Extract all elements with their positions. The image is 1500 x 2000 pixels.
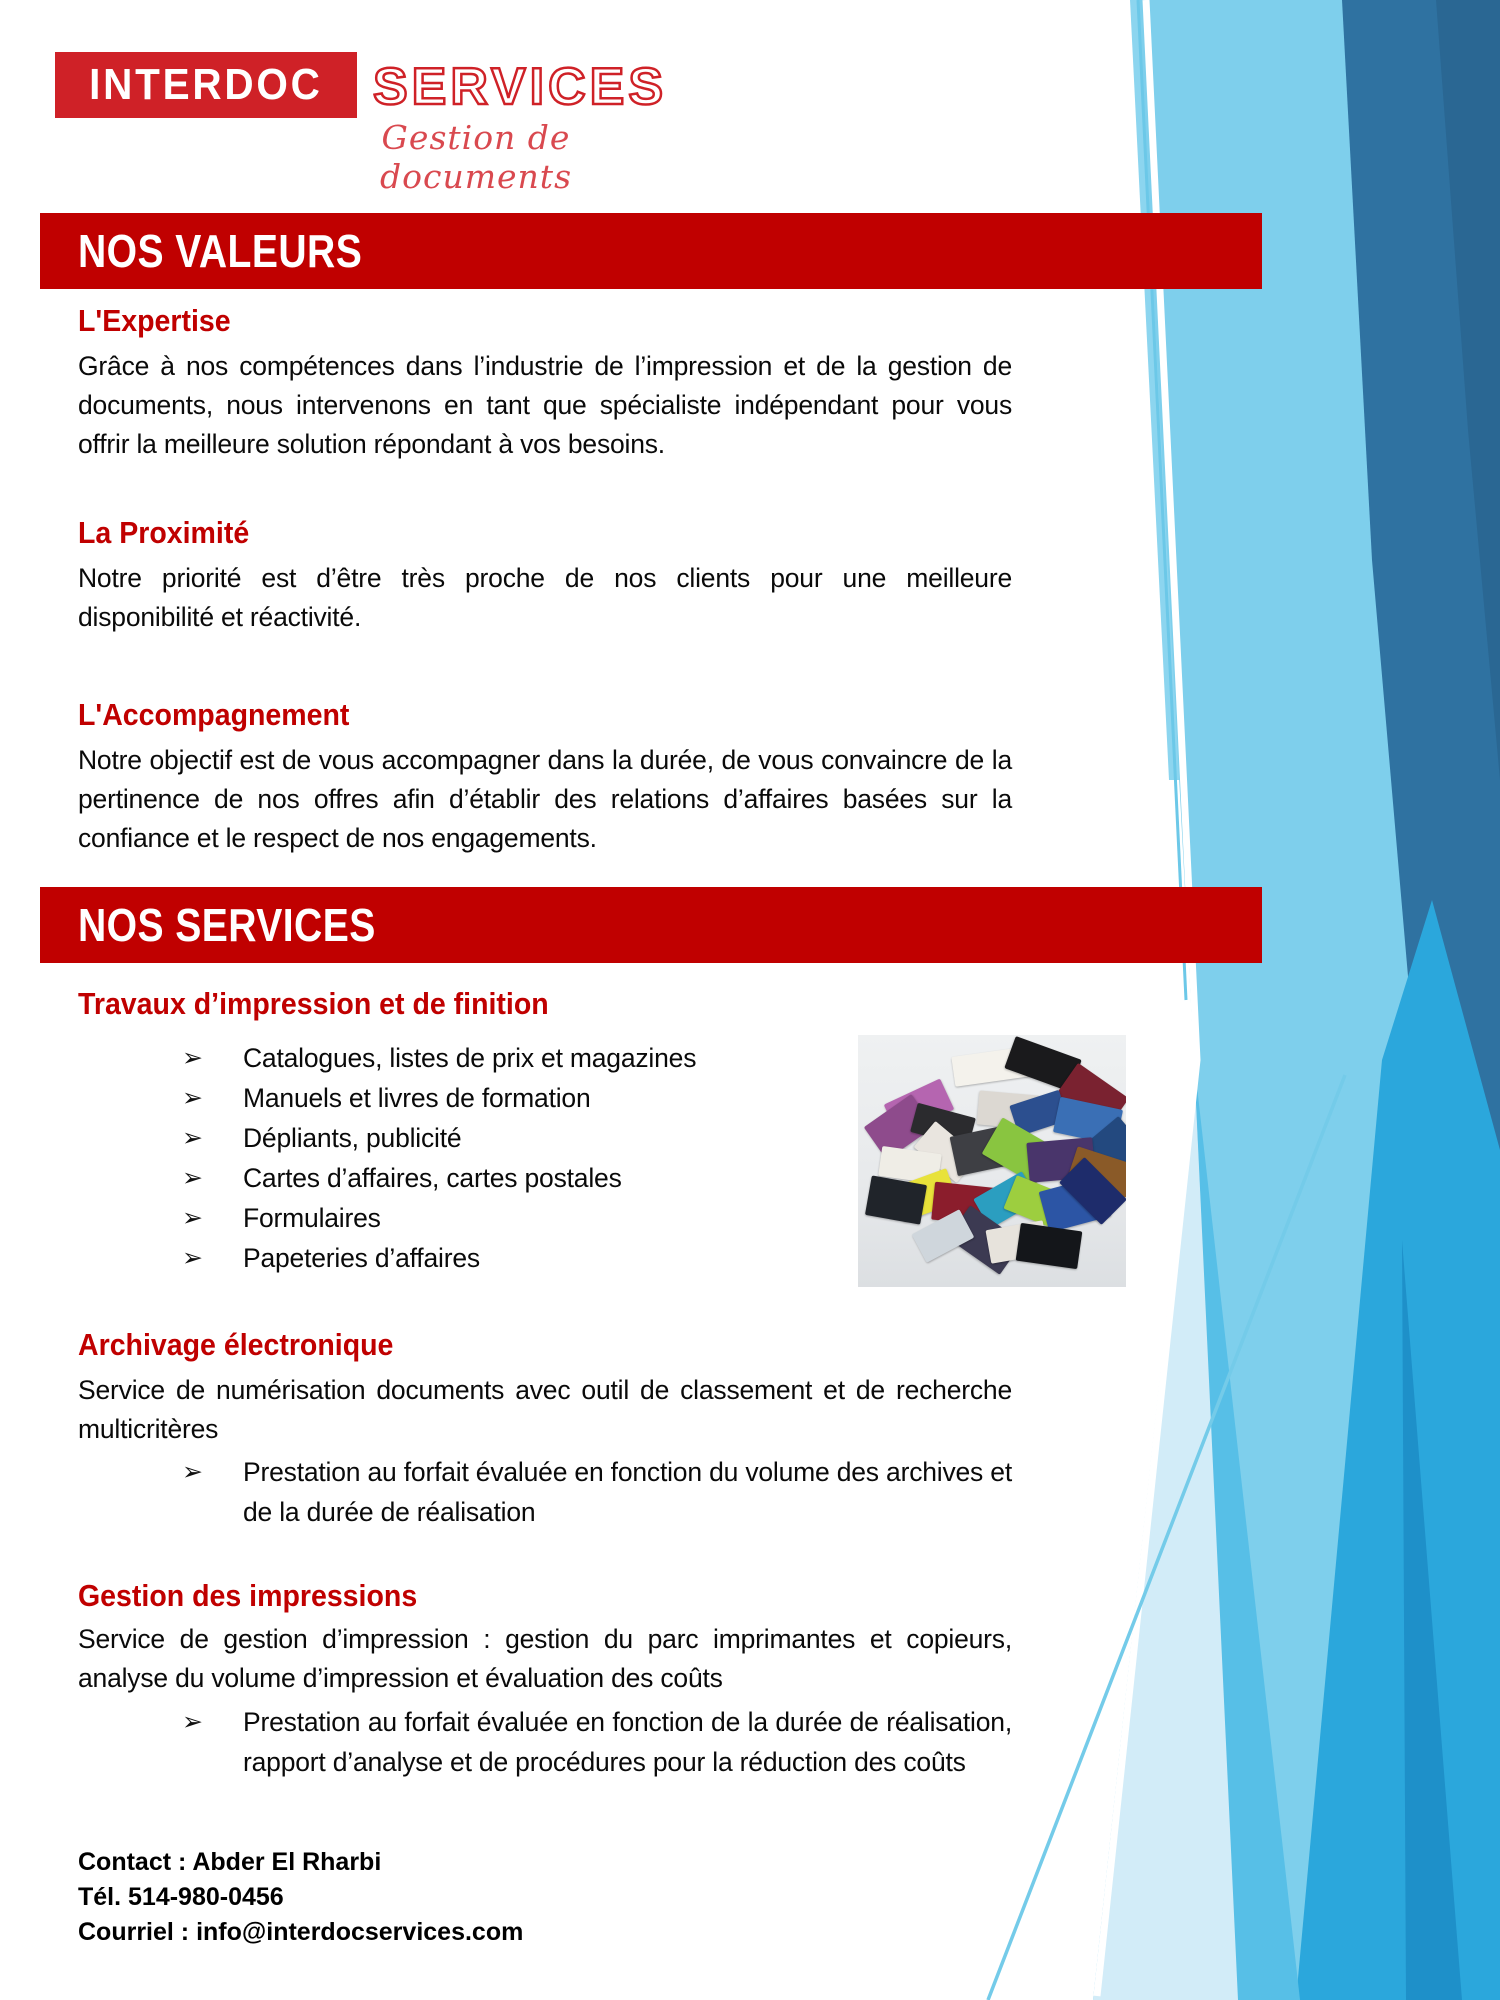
list-archivage bbox=[78, 1452, 1012, 1532]
logo-interdoc-box bbox=[55, 52, 357, 118]
logo bbox=[55, 52, 667, 118]
logo-interdoc-text: INTERDOC bbox=[89, 60, 323, 109]
contact-block bbox=[78, 1845, 778, 1950]
paragraph-expertise: Grâce à nos compétences dans l’industrie de l’impression et de la gestion de documents, nous intervenons en tant que spécialiste indépendant pour vous offrir la meilleure solution répondant à vos besoins. bbox=[78, 351, 1012, 459]
business-card bbox=[1016, 1223, 1083, 1269]
contact-phone: Tél. 514-980-0456 bbox=[78, 1883, 284, 1911]
list-gestion bbox=[78, 1702, 1012, 1782]
list-travaux-impression bbox=[78, 1038, 858, 1278]
business-card bbox=[865, 1175, 927, 1224]
list-item: ➢ Papeteries d’affaires bbox=[78, 1238, 858, 1278]
contact-email: Courriel : info@interdocservices.com bbox=[78, 1918, 524, 1946]
heading-travaux-impression: Travaux d’impression et de finition bbox=[78, 986, 549, 1021]
list-item: ➢ Formulaires bbox=[78, 1198, 858, 1238]
list-item: ➢ Cartes d’affaires, cartes postales bbox=[78, 1158, 858, 1198]
arrow-bullet-icon: ➢ bbox=[182, 1707, 203, 1736]
heading-gestion-impressions: Gestion des impressions bbox=[78, 1578, 418, 1613]
paragraph-accompagnement: Notre objectif est de vous accompagner dans la durée, de vous convaincre de la pertinence de nos offres afin d’établir des relations d’affaires basées sur la confiance et le respect de nos engagements. bbox=[78, 745, 1012, 853]
business-cards-photo bbox=[858, 1035, 1126, 1287]
arrow-bullet-icon: ➢ bbox=[182, 1043, 203, 1072]
logo-tagline: Gestion de documents bbox=[380, 118, 572, 196]
banner-nos-services-label: NOS SERVICES bbox=[78, 899, 376, 951]
arrow-bullet-icon: ➢ bbox=[182, 1163, 203, 1192]
arrow-bullet-icon: ➢ bbox=[182, 1457, 203, 1486]
logo-services-text: SERVICES bbox=[373, 58, 668, 116]
list-item: ➢ Prestation au forfait évaluée en fonction de la durée de réalisation, rapport d’analyse et de procédures pour la réduction des coûts bbox=[78, 1702, 1012, 1782]
paragraph-archivage: Service de numérisation documents avec outil de classement et de recherche multicritères bbox=[78, 1375, 1012, 1444]
list-item: ➢ Prestation au forfait évaluée en fonction du volume des archives et de la durée de réalisation bbox=[78, 1452, 1012, 1532]
heading-accompagnement: L'Accompagnement bbox=[78, 697, 350, 732]
heading-archivage: Archivage électronique bbox=[78, 1327, 394, 1362]
arrow-bullet-icon: ➢ bbox=[182, 1243, 203, 1272]
heading-expertise: L'Expertise bbox=[78, 303, 231, 338]
list-item: ➢ Manuels et livres de formation bbox=[78, 1078, 858, 1118]
paragraph-proximite: Notre priorité est d’être très proche de nos clients pour une meilleure disponibilité et réactivité. bbox=[78, 563, 1012, 632]
banner-nos-services bbox=[40, 887, 1262, 963]
arrow-bullet-icon: ➢ bbox=[182, 1083, 203, 1112]
banner-nos-valeurs-label: NOS VALEURS bbox=[78, 225, 363, 277]
arrow-bullet-icon: ➢ bbox=[182, 1123, 203, 1152]
banner-nos-valeurs bbox=[40, 213, 1262, 289]
list-item: ➢ Dépliants, publicité bbox=[78, 1118, 858, 1158]
list-item: ➢ Catalogues, listes de prix et magazines bbox=[78, 1038, 858, 1078]
arrow-bullet-icon: ➢ bbox=[182, 1203, 203, 1232]
heading-proximite: La Proximité bbox=[78, 515, 250, 550]
contact-name: Contact : Abder El Rharbi bbox=[78, 1848, 382, 1876]
paragraph-gestion: Service de gestion d’impression : gestion du parc imprimantes et copieurs, analyse du volume d’impression et évaluation des coûts bbox=[78, 1624, 1012, 1693]
